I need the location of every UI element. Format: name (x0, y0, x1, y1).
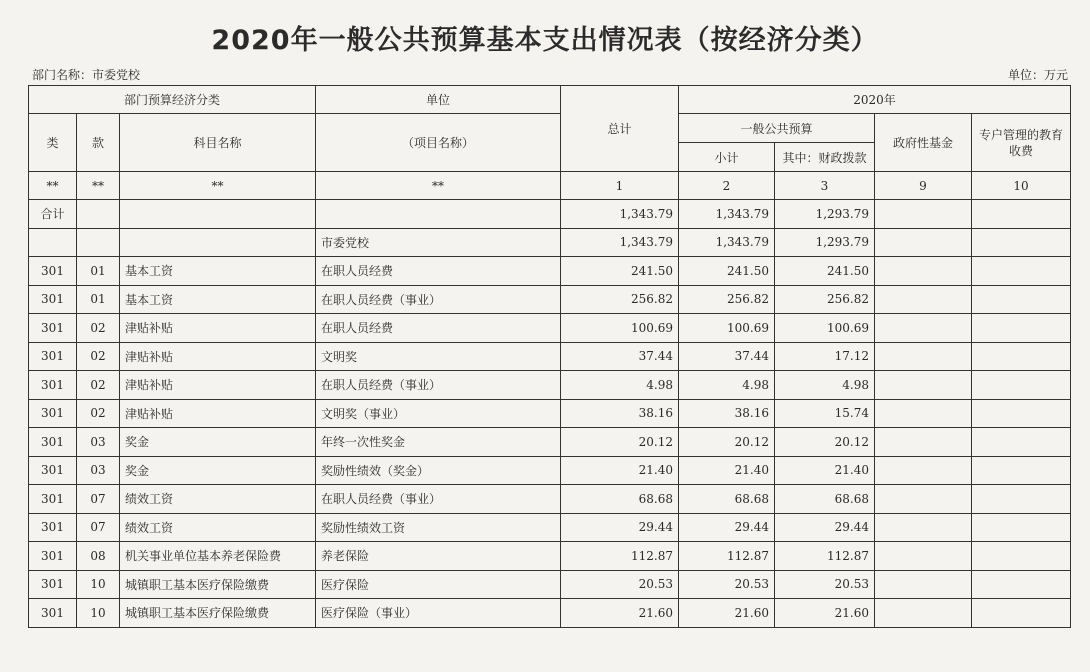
project-name-cell: 在职人员经费（事业） (316, 285, 561, 314)
header-general-budget: 一般公共预算 (679, 114, 875, 143)
table-row (29, 428, 1071, 457)
table-row (29, 228, 1071, 257)
header-unit: 单位 (316, 86, 561, 114)
item-cell: 07 (77, 485, 120, 514)
special-edu-cell (972, 371, 1071, 400)
type-cell (29, 228, 77, 257)
gov-fund-cell (875, 257, 972, 286)
header-special-edu: 专户管理的教育收费 (972, 114, 1071, 172)
special-edu-cell (972, 485, 1071, 514)
subtotal-cell: 20.12 (679, 428, 775, 457)
subtotal-cell: 68.68 (679, 485, 775, 514)
special-edu-cell (972, 228, 1071, 257)
header-kuan: 款 (77, 114, 120, 172)
table-row (29, 285, 1071, 314)
special-edu-cell (972, 570, 1071, 599)
total-cell: 20.12 (561, 428, 679, 457)
table-row (29, 570, 1071, 599)
total-cell: 1,343.79 (561, 228, 679, 257)
table-row (29, 599, 1071, 628)
table-row (29, 399, 1071, 428)
special-edu-cell (972, 342, 1071, 371)
subject-name-cell: 城镇职工基本医疗保险缴费 (120, 570, 316, 599)
project-name-cell: 医疗保险 (316, 570, 561, 599)
type-cell: 301 (29, 285, 77, 314)
item-cell: 03 (77, 456, 120, 485)
type-cell: 合计 (29, 200, 77, 229)
special-edu-cell (972, 285, 1071, 314)
subject-name-cell (120, 200, 316, 229)
type-cell: 301 (29, 599, 77, 628)
subject-name-cell: 津贴补贴 (120, 314, 316, 343)
header-year: 2020年 (679, 86, 1071, 114)
header-project-name: （项目名称） (316, 114, 561, 172)
item-cell: 10 (77, 599, 120, 628)
project-name-cell: 医疗保险（事业） (316, 599, 561, 628)
header-gov-fund: 政府性基金 (875, 114, 972, 172)
subject-name-cell: 基本工资 (120, 285, 316, 314)
subject-name-cell: 绩效工资 (120, 485, 316, 514)
subject-name-cell: 津贴补贴 (120, 371, 316, 400)
total-cell: 38.16 (561, 399, 679, 428)
subject-name-cell: 基本工资 (120, 257, 316, 286)
total-cell: 256.82 (561, 285, 679, 314)
special-edu-cell (972, 428, 1071, 457)
table-row (29, 456, 1071, 485)
code-cell: ** (77, 172, 120, 200)
type-cell: 301 (29, 513, 77, 542)
subtotal-cell: 29.44 (679, 513, 775, 542)
subtotal-cell: 112.87 (679, 542, 775, 571)
type-cell: 301 (29, 342, 77, 371)
table-body (29, 200, 1071, 628)
item-cell: 03 (77, 428, 120, 457)
subtotal-cell: 20.53 (679, 570, 775, 599)
item-cell: 02 (77, 371, 120, 400)
department-name: 部门名称：市委党校 (32, 68, 141, 82)
total-cell: 21.60 (561, 599, 679, 628)
gov-fund-cell (875, 456, 972, 485)
item-cell: 01 (77, 257, 120, 286)
item-cell: 08 (77, 542, 120, 571)
project-name-cell: 文明奖 (316, 342, 561, 371)
special-edu-cell (972, 200, 1071, 229)
subtotal-cell: 38.16 (679, 399, 775, 428)
project-name-cell: 在职人员经费 (316, 314, 561, 343)
subject-name-cell: 奖金 (120, 456, 316, 485)
gov-fund-cell (875, 513, 972, 542)
item-cell: 07 (77, 513, 120, 542)
subject-name-cell: 绩效工资 (120, 513, 316, 542)
gov-fund-cell (875, 399, 972, 428)
total-cell: 4.98 (561, 371, 679, 400)
fiscal-alloc-cell: 21.40 (775, 456, 875, 485)
fiscal-alloc-cell: 1,293.79 (775, 200, 875, 229)
fiscal-alloc-cell: 29.44 (775, 513, 875, 542)
page-title: 2020年一般公共预算基本支出情况表（按经济分类） (211, 25, 879, 56)
total-cell: 37.44 (561, 342, 679, 371)
table-row (29, 314, 1071, 343)
item-cell: 02 (77, 342, 120, 371)
code-cell: ** (316, 172, 561, 200)
code-cell: ** (120, 172, 316, 200)
code-cell: 1 (561, 172, 679, 200)
special-edu-cell (972, 257, 1071, 286)
subtotal-cell: 4.98 (679, 371, 775, 400)
fiscal-alloc-cell: 256.82 (775, 285, 875, 314)
fiscal-alloc-cell: 1,293.79 (775, 228, 875, 257)
special-edu-cell (972, 456, 1071, 485)
item-cell: 02 (77, 399, 120, 428)
fiscal-alloc-cell: 20.53 (775, 570, 875, 599)
fiscal-alloc-cell: 17.12 (775, 342, 875, 371)
fiscal-alloc-cell: 21.60 (775, 599, 875, 628)
gov-fund-cell (875, 428, 972, 457)
project-name-cell: 在职人员经费 (316, 257, 561, 286)
subtotal-cell: 37.44 (679, 342, 775, 371)
project-name-cell: 奖励性绩效（奖金） (316, 456, 561, 485)
code-cell: 2 (679, 172, 775, 200)
fiscal-alloc-cell: 15.74 (775, 399, 875, 428)
table-row (29, 513, 1071, 542)
gov-fund-cell (875, 314, 972, 343)
header-econ-class: 部门预算经济分类 (29, 86, 316, 114)
total-cell: 100.69 (561, 314, 679, 343)
table-row (29, 542, 1071, 571)
fiscal-alloc-cell: 20.12 (775, 428, 875, 457)
special-edu-cell (972, 599, 1071, 628)
column-code-row (29, 172, 1071, 200)
item-cell: 01 (77, 285, 120, 314)
subject-name-cell (120, 228, 316, 257)
special-edu-cell (972, 542, 1071, 571)
gov-fund-cell (875, 285, 972, 314)
project-name-cell: 在职人员经费（事业） (316, 485, 561, 514)
subject-name-cell: 城镇职工基本医疗保险缴费 (120, 599, 316, 628)
type-cell: 301 (29, 314, 77, 343)
gov-fund-cell (875, 371, 972, 400)
project-name-cell: 文明奖（事业） (316, 399, 561, 428)
subtotal-cell: 1,343.79 (679, 200, 775, 229)
code-cell: 10 (972, 172, 1071, 200)
type-cell: 301 (29, 485, 77, 514)
header-subject-name: 科目名称 (120, 114, 316, 172)
fiscal-alloc-cell: 100.69 (775, 314, 875, 343)
fiscal-alloc-cell: 68.68 (775, 485, 875, 514)
subtotal-cell: 256.82 (679, 285, 775, 314)
subtotal-cell: 100.69 (679, 314, 775, 343)
code-cell: ** (29, 172, 77, 200)
table-row (29, 342, 1071, 371)
subject-name-cell: 津贴补贴 (120, 399, 316, 428)
table-row (29, 200, 1071, 229)
type-cell: 301 (29, 371, 77, 400)
code-cell: 9 (875, 172, 972, 200)
type-cell: 301 (29, 399, 77, 428)
total-cell: 29.44 (561, 513, 679, 542)
gov-fund-cell (875, 200, 972, 229)
gov-fund-cell (875, 342, 972, 371)
total-cell: 68.68 (561, 485, 679, 514)
header-total: 总计 (561, 86, 679, 172)
header-subtotal: 小计 (679, 143, 775, 172)
header-lei: 类 (29, 114, 77, 172)
item-cell: 02 (77, 314, 120, 343)
fiscal-alloc-cell: 112.87 (775, 542, 875, 571)
type-cell: 301 (29, 570, 77, 599)
subject-name-cell: 津贴补贴 (120, 342, 316, 371)
gov-fund-cell (875, 542, 972, 571)
gov-fund-cell (875, 599, 972, 628)
budget-table (28, 85, 1071, 628)
special-edu-cell (972, 314, 1071, 343)
table-row (29, 485, 1071, 514)
type-cell: 301 (29, 428, 77, 457)
project-name-cell: 奖励性绩效工资 (316, 513, 561, 542)
gov-fund-cell (875, 228, 972, 257)
project-name-cell: 年终一次性奖金 (316, 428, 561, 457)
subtotal-cell: 21.40 (679, 456, 775, 485)
type-cell: 301 (29, 456, 77, 485)
subject-name-cell: 机关事业单位基本养老保险费 (120, 542, 316, 571)
fiscal-alloc-cell: 4.98 (775, 371, 875, 400)
project-name-cell: 在职人员经费（事业） (316, 371, 561, 400)
total-cell: 241.50 (561, 257, 679, 286)
special-edu-cell (972, 513, 1071, 542)
gov-fund-cell (875, 570, 972, 599)
project-name-cell (316, 200, 561, 229)
item-cell (77, 228, 120, 257)
special-edu-cell (972, 399, 1071, 428)
total-cell: 112.87 (561, 542, 679, 571)
total-cell: 21.40 (561, 456, 679, 485)
type-cell: 301 (29, 542, 77, 571)
unit-label: 单位：万元 (1007, 68, 1068, 82)
gov-fund-cell (875, 485, 972, 514)
item-cell (77, 200, 120, 229)
subtotal-cell: 241.50 (679, 257, 775, 286)
fiscal-alloc-cell: 241.50 (775, 257, 875, 286)
subtotal-cell: 1,343.79 (679, 228, 775, 257)
type-cell: 301 (29, 257, 77, 286)
subtotal-cell: 21.60 (679, 599, 775, 628)
table-row (29, 257, 1071, 286)
total-cell: 1,343.79 (561, 200, 679, 229)
code-cell: 3 (775, 172, 875, 200)
item-cell: 10 (77, 570, 120, 599)
header-fiscal-alloc: 其中：财政拨款 (775, 143, 875, 172)
subject-name-cell: 奖金 (120, 428, 316, 457)
project-name-cell: 市委党校 (316, 228, 561, 257)
table-row (29, 371, 1071, 400)
total-cell: 20.53 (561, 570, 679, 599)
project-name-cell: 养老保险 (316, 542, 561, 571)
